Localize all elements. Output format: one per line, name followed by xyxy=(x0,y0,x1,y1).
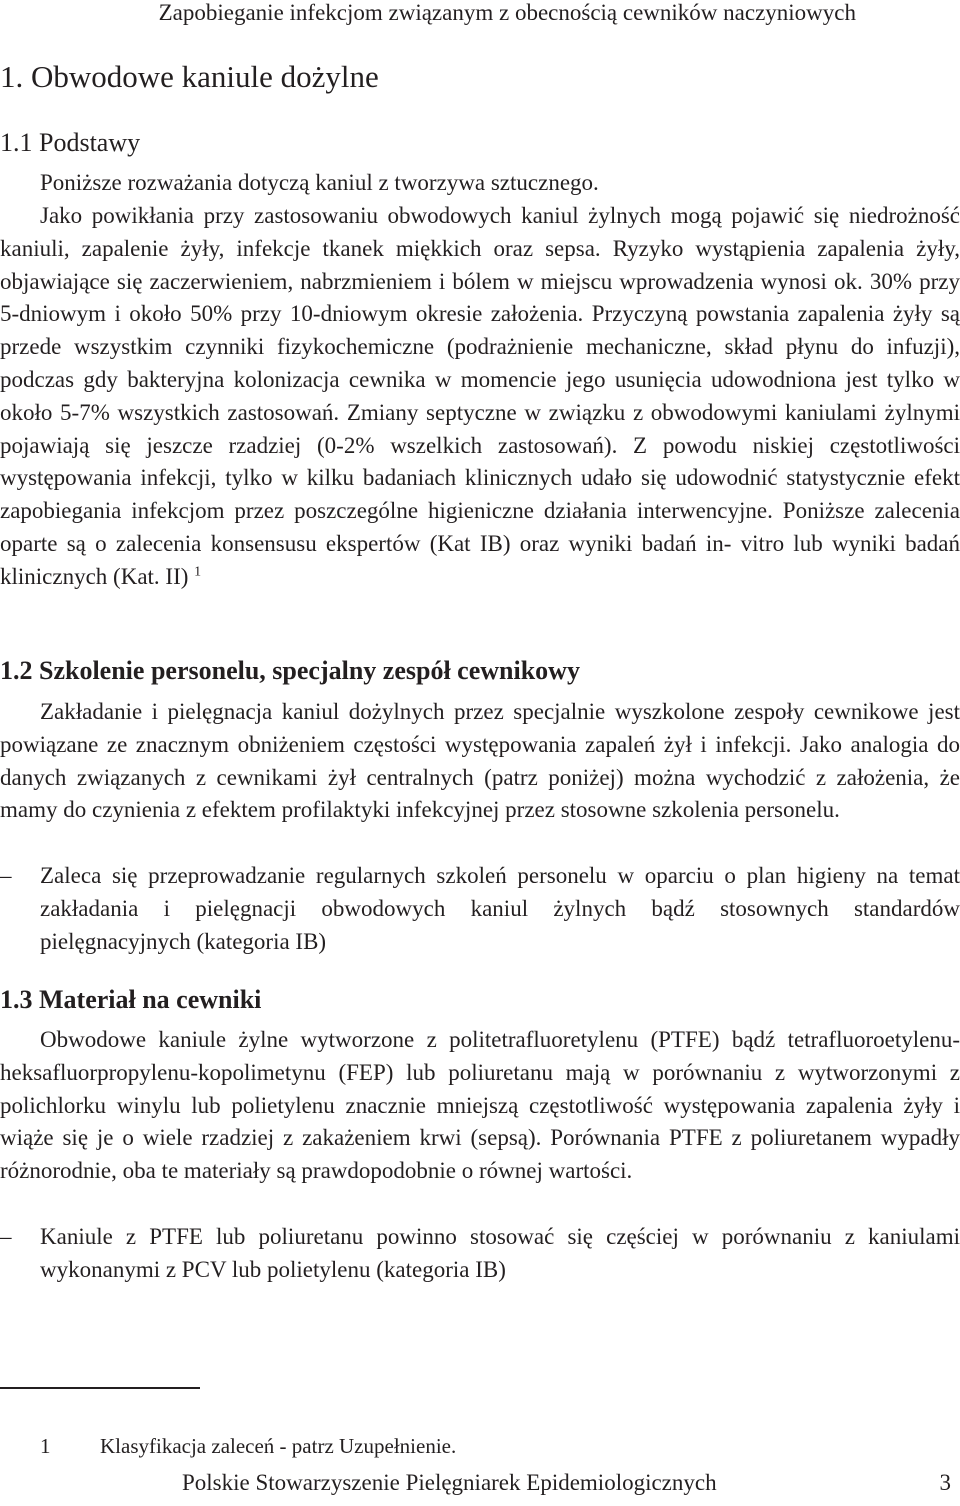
subsection-title-material: 1.3 Materiał na cewniki xyxy=(0,985,262,1014)
subsection-title-training: 1.2 Szkolenie personelu, specjalny zespół cewnikowy xyxy=(0,656,580,685)
paragraph-material xyxy=(0,1024,960,1188)
paragraph-material-text: Obwodowe kaniule żylne wytworzone z politetrafluoretylenu (PTFE) bądź tetrafluoroetylenu-heksafluorpropylenu-kopolimetynu (FEP) lub poliuretanu mają w porównaniu z wytworzonymi z polichlorku winylu lub polietylenu znacznie mniejszą częstotliwość występowania zapalenia żyły i wiąże się je o wiele rzadziej z zakażeniem krwi (sepsą). Porównania PTFE z poliuretanem wypadły różnorodnie, oba te materiały są prawdopodobnie o równej wartości. xyxy=(0,1027,960,1184)
paragraph-basics xyxy=(0,200,960,594)
page-number: 3 xyxy=(939,1470,951,1495)
section-title: 1. Obwodowe kaniule dożylne xyxy=(0,59,379,94)
running-header: Zapobieganie infekcjom związanym z obecnością cewników naczyniowych xyxy=(158,0,856,25)
paragraph-training-text: Zakładanie i pielęgnacja kaniul dożylnych przez specjalnie wyszkolone zespoły cewnikowe jest powiązane ze znacznym obniżeniem częstości występowania zapaleń żył i infekcji. Jako analogia do danych związanych z cewnikami żył centralnych (patrz poniżej) można wychodzić z założenia, że mamy do czynienia z efektem profilaktyki infekcyjnej przez stosowne szkolenia personelu. xyxy=(0,699,960,823)
footnote xyxy=(40,1434,456,1458)
footnote-reference: 1 xyxy=(194,564,202,580)
recommendation-material-text: Kaniule z PTFE lub poliuretanu powinno stosować się częściej w porównaniu z kaniulami wykonanymi z PCV lub polietylenu (kategoria IB) xyxy=(40,1224,960,1282)
footnote-text: Klasyfikacja zaleceń - patrz Uzupełnienie. xyxy=(100,1434,457,1458)
bullet-dash: – xyxy=(0,1224,12,1249)
paragraph-training xyxy=(0,696,960,827)
recommendation-training-text: Zaleca się przeprowadzanie regularnych szkoleń personelu w oparciu o plan higieny na temat zakładania i pielęgnacji obwodowych kaniul żylnych bądź stosownych standardów pielęgnacyjnych (kategoria IB) xyxy=(40,863,960,954)
footnote-number: 1 xyxy=(40,1434,51,1458)
footnote-divider xyxy=(0,1387,200,1389)
footer-organization: Polskie Stowarzyszenie Pielęgniarek Epidemiologicznych xyxy=(182,1470,717,1495)
bullet-dash: – xyxy=(0,863,12,888)
paragraph-intro-text: Poniższe rozważania dotyczą kaniul z tworzywa sztucznego. xyxy=(40,170,599,195)
recommendation-training xyxy=(0,860,960,958)
subsection-title-basics: 1.1 Podstawy xyxy=(0,128,141,157)
paragraph-basics-text: Jako powikłania przy zastosowaniu obwodowych kaniul żylnych mogą pojawić się niedrożność kaniuli, zapalenie żyły, infekcje tkanek miękkich oraz sepsa. Ryzyko wystąpienia zapalenia żyły, objawiające się zaczerwieniem, nabrzmieniem i bólem w miejscu wprowadzenia wynosi ok. 30% przy 5-dniowym i około 50% przy 10-dniowym okresie założenia. Przyczyną powstania zapalenia żyły są przede wszystkim czynniki fizykochemiczne (podrażnienie mechaniczne, skład płynu do infuzji), podczas gdy bakteryjna kolonizacja cewnika w momencie jego usunięcia udowodniona jest tylko w około 5-7% wszystkich zastosowań. Zmiany septyczne w związku z obwodowymi kaniulami żylnymi pojawiają się jeszcze rzadziej (0-2% wszelkich zastosowań). Z powodu niskiej częstotliwości występowania infekcji, tylko w kilku badaniach klinicznych udało się udowodnić statystycznie efekt zapobiegania infekcjom przez poszczególne higieniczne działania interwencyjne. Poniższe zalecenia oparte są o zalecenia konsensusu ekspertów (Kat IB) oraz wyniki badań in- vitro lub wyniki badań klinicznych (Kat. II) xyxy=(0,203,960,589)
paragraph-intro xyxy=(0,167,960,200)
recommendation-material xyxy=(0,1221,960,1287)
